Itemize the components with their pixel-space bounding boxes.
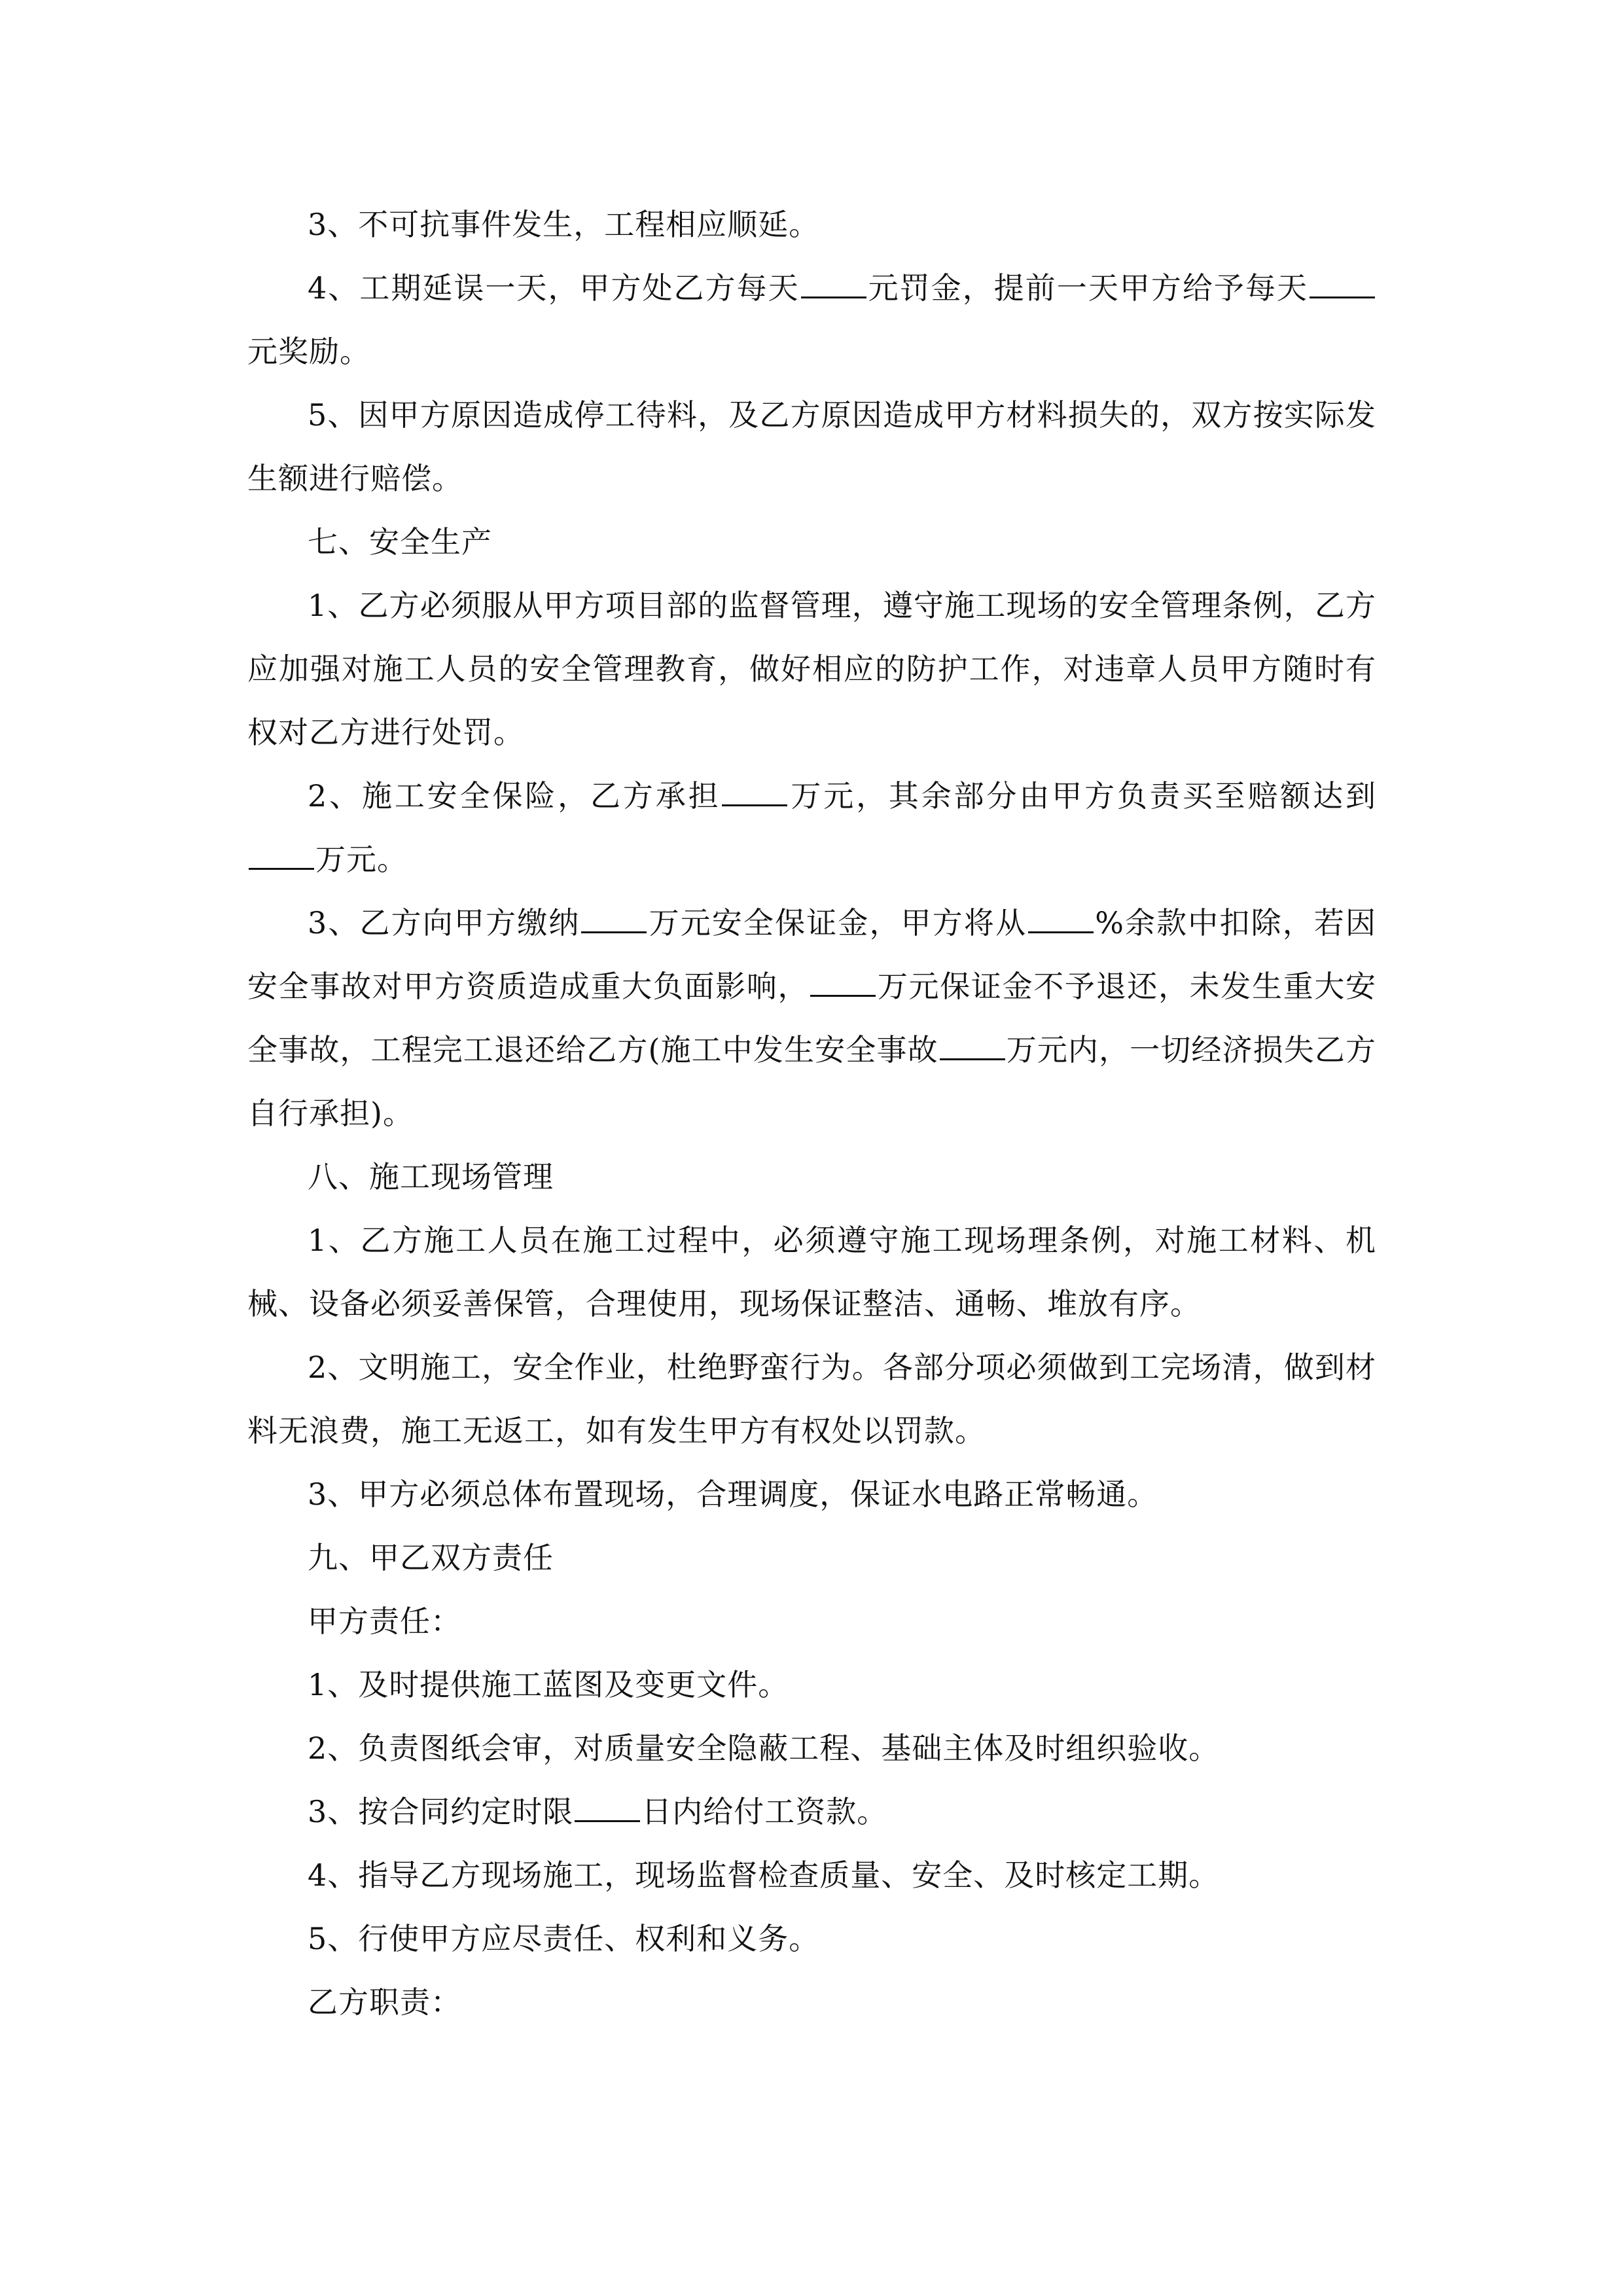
fill-in-blank (581, 905, 647, 933)
paragraph-site-rules (247, 1209, 1376, 1336)
paragraph-text: 万元。 (315, 842, 408, 877)
fill-in-blank (575, 1794, 640, 1822)
paragraph-text: 元奖励。 (247, 334, 370, 369)
section-heading-text: 九、甲乙双方责任 (308, 1540, 554, 1575)
paragraph-civilized-construction (247, 1336, 1376, 1463)
fill-in-blank (1310, 270, 1375, 298)
paragraph-force-majeure (247, 193, 1376, 257)
section-heading-responsibilities (247, 1526, 1376, 1590)
document-page (247, 193, 1376, 2034)
list-item-party-a-5 (247, 1907, 1376, 1971)
subheading-party-b (247, 1971, 1376, 2034)
paragraph-text: 3、甲方必须总体布置现场，合理调度，保证水电路正常畅通。 (308, 1477, 1158, 1512)
subheading-party-a (247, 1590, 1376, 1653)
fill-in-blank (249, 842, 314, 870)
paragraph-compensation (247, 384, 1376, 511)
paragraph-text: 元罚金，提前一天甲方给予每天 (867, 270, 1308, 306)
paragraph-text: 万元内，一切经济损失乙方自行承担)。 (247, 1032, 1376, 1131)
list-item-text: 2、负责图纸会审，对质量安全隐蔽工程、基础主体及时组织验收。 (308, 1731, 1220, 1766)
subheading-text: 甲方责任： (308, 1604, 461, 1639)
paragraph-text: 4、工期延误一天，甲方处乙方每天 (308, 270, 800, 306)
paragraph-text: 2、施工安全保险，乙方承担 (308, 778, 721, 814)
paragraph-text: 万元，其余部分由甲方负责买至赔额达到 (789, 778, 1376, 814)
list-item-text: 1、及时提供施工蓝图及变更文件。 (308, 1667, 789, 1702)
paragraph-text: 万元安全保证金，甲方将从 (648, 905, 1027, 941)
list-item-text: 5、行使甲方应尽责任、权利和义务。 (308, 1921, 820, 1956)
list-item-party-a-4 (247, 1844, 1376, 1907)
list-item-text: 日内给付工资款。 (641, 1794, 888, 1829)
fill-in-blank (722, 778, 787, 806)
subheading-text: 乙方职责： (308, 1984, 461, 2020)
list-item-text: 3、按合同约定时限 (308, 1794, 574, 1829)
paragraph-delay-penalty (247, 257, 1376, 384)
paragraph-text: 1、乙方施工人员在施工过程中，必须遵守施工现场理条例，对施工材料、机械、设备必须妥善保管，合理使用，现场保证整洁、通畅、堆放有序。 (247, 1223, 1376, 1321)
paragraph-text: 2、文明施工，安全作业，杜绝野蛮行为。各部分项必须做到工完场清，做到材料无浪费，施工无返工，如有发生甲方有权处以罚款。 (247, 1350, 1376, 1448)
paragraph-site-layout (247, 1463, 1376, 1526)
fill-in-blank (940, 1032, 1005, 1060)
section-heading-site-management (247, 1145, 1376, 1209)
section-heading-text: 八、施工现场管理 (308, 1159, 554, 1194)
section-heading-text: 七、安全生产 (308, 524, 492, 560)
list-item-party-a-2 (247, 1717, 1376, 1780)
paragraph-text: 5、因甲方原因造成停工待料，及乙方原因造成甲方材料损失的，双方按实际发生额进行赔偿。 (247, 397, 1376, 496)
fill-in-blank (810, 969, 876, 997)
fill-in-blank (1028, 905, 1094, 933)
paragraph-text: %余款中扣除，若因安全事故对甲方资质造成重大负面影响， (247, 905, 1376, 1004)
paragraph-safety-deposit (247, 891, 1376, 1145)
list-item-text: 4、指导乙方现场施工，现场监督检查质量、安全、及时核定工期。 (308, 1857, 1220, 1893)
list-item-party-a-3 (247, 1780, 1376, 1844)
section-heading-safety (247, 511, 1376, 574)
fill-in-blank (801, 270, 866, 298)
list-item-party-a-1 (247, 1653, 1376, 1717)
paragraph-text: 万元保证金不予退还，未发生重大安全事故，工程完工退还给乙方(施工中发生安全事故 (247, 969, 1377, 1067)
paragraph-safety-management (247, 574, 1376, 764)
paragraph-text: 3、不可抗事件发生，工程相应顺延。 (308, 207, 820, 242)
paragraph-text: 3、乙方向甲方缴纳 (308, 905, 580, 941)
paragraph-text: 1、乙方必须服从甲方项目部的监督管理，遵守施工现场的安全管理条例，乙方应加强对施工人员的安全管理教育，做好相应的防护工作，对违章人员甲方随时有权对乙方进行处罚。 (247, 588, 1376, 750)
paragraph-safety-insurance (247, 764, 1376, 891)
